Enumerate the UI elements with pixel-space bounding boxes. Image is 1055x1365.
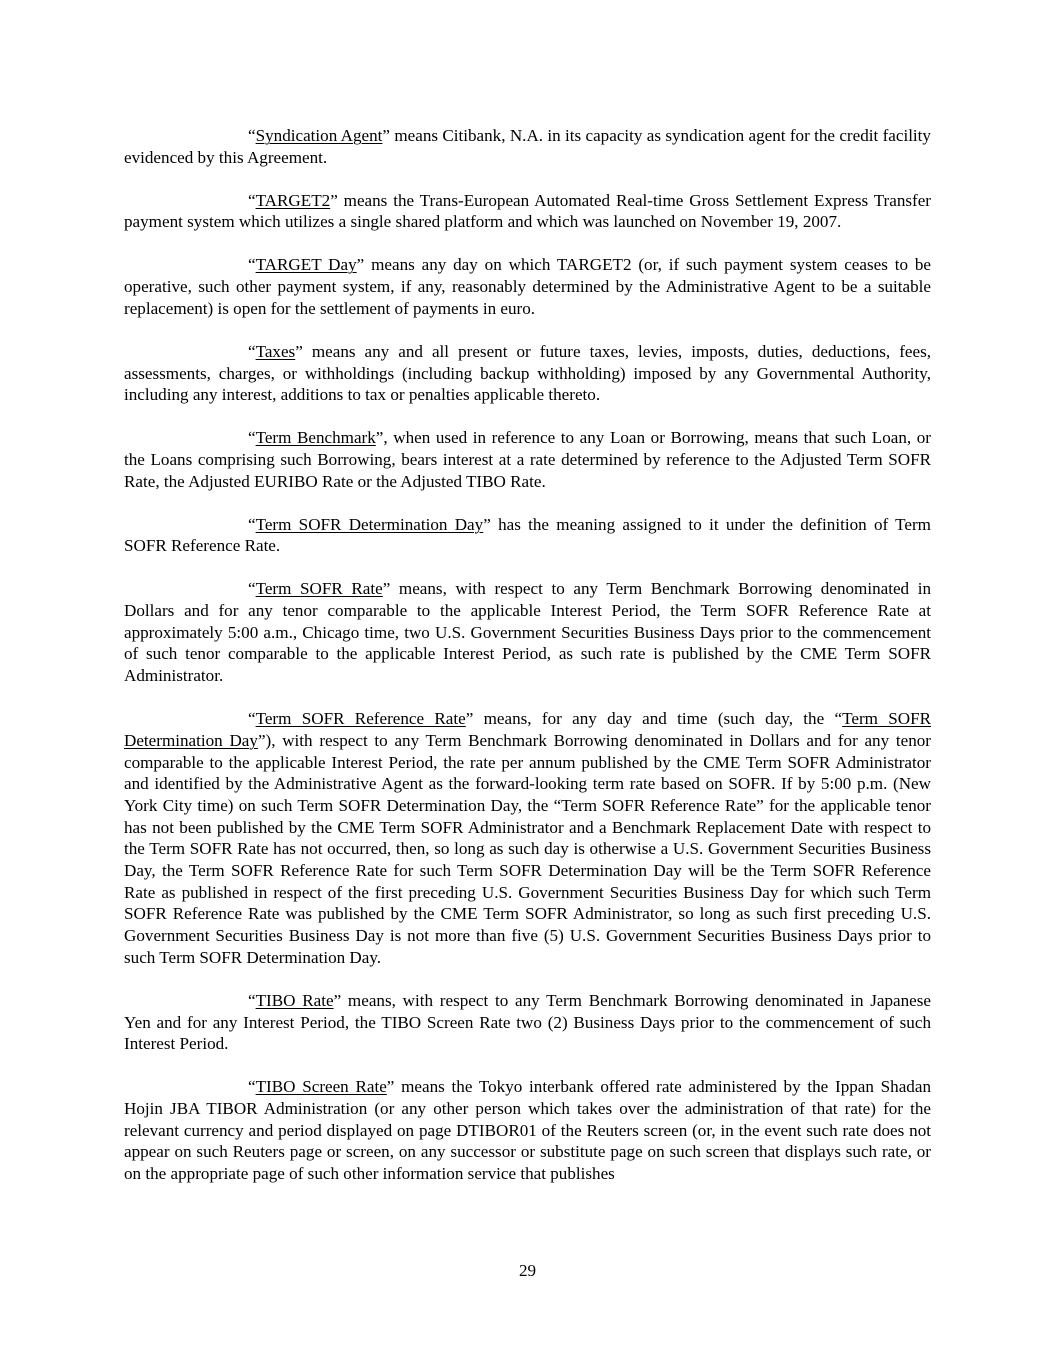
definition-text: , when used in reference to any Loan or Borrowing, means that such Loan, or the Loans comprising such Borrowing, bears interest at a rate determined by reference to the Adjusted Term SOFR Rate, the Adjusted EURIBO Rate or the Adjusted TIBO Rate. [124, 428, 931, 491]
definition-term-sofr-reference-rate: “Term SOFR Reference Rate” means, for any day and time (such day, the “Term SOFR Determination Day”), with respect to any Term Benchmark Borrowing denominated in Dollars and for any tenor comparable to the applicable Interest Period, the rate per annum published by the CME Term SOFR Administrator and identified by the Administrative Agent as the forward-looking term rate based on SOFR. If by 5:00 p.m. (New York City time) on such Term SOFR Determination Day, the “Term SOFR Reference Rate” for the applicable tenor has not been published by the CME Term SOFR Administrator and a Benchmark Replacement Date with respect to the Term SOFR Rate has not occurred, then, so long as such day is otherwise a U.S. Government Securities Business Day, the Term SOFR Reference Rate for such Term SOFR Determination Day will be the Term SOFR Reference Rate as published in respect of the first preceding U.S. Government Securities Business Day for which such Term SOFR Reference Rate was published by the CME Term SOFR Administrator, so long as such first preceding U.S. Government Securities Business Day is not more than five (5) U.S. Government Securities Business Days prior to such Term SOFR Determination Day. [124, 709, 932, 967]
inline-defined-term: Term SOFR Determination Day [124, 709, 932, 750]
defined-term: TARGET2 [255, 190, 331, 210]
definition-target2: “TARGET2” means the Trans-European Automated Real-time Gross Settlement Express Transfer payment system which utilizes a single shared platform and which was launched on November 19, 2007. [124, 190, 931, 232]
definition-text: means any and all present or future taxes, levies, imposts, duties, deductions, fees, assessments, charges, or withholdings (including backup withholding) imposed by any Governmental Authority, including any interest, additions to tax or penalties applicable thereto. [124, 341, 931, 405]
definition-text: means any day on which TARGET2 (or, if such payment system ceases to be operative, such other payment system, if any, reasonably determined by the Administrative Agent to be a suitable replacement) is open for the settlement of payments in euro. [124, 255, 931, 318]
definition-text: means, for any day and time (such day, the “ [473, 709, 843, 729]
definition-target-day: “TARGET Day” means any day on which TARGET2 (or, if such payment system ceases to be operative, such other payment system, if any, reasonably determined by the Administrative Agent to be a suitable replacement) is open for the settlement of payments in euro. [124, 255, 931, 318]
definition-text: has the meaning assigned to it under the definition of Term SOFR Reference Rate. [124, 514, 931, 556]
defined-term: Syndication Agent [255, 126, 383, 145]
definition-tibo-screen-rate: “TIBO Screen Rate” means the Tokyo interbank offered rate administered by the Ippan Shadan Hojin JBA TIBOR Administration (or any other person which takes over the administration of that rate) for the relevant currency and period displayed on page DTIBOR01 of the Reuters screen (or, in the event such rate does not appear on such Reuters page or screen, on any successor or substitute page on such screen that displays such rate, or on the appropriate page of such other information service that publishes [124, 1077, 931, 1184]
definition-text: means, with respect to any Term Benchmark Borrowing denominated in Japanese Yen and for any Interest Period, the TIBO Screen Rate two (2) Business Days prior to the commencement of such Interest Period. [124, 990, 931, 1054]
definition-taxes: “Taxes” means any and all present or future taxes, levies, imposts, duties, deductions, fees, assessments, charges, or withholdings (including backup withholding) imposed by any Governmental Authority, including any interest, additions to tax or penalties applicable thereto. [124, 341, 931, 405]
defined-term: Term SOFR Rate [255, 579, 383, 599]
defined-term: Term Benchmark [255, 428, 376, 448]
definition-text: means the Tokyo interbank offered rate administered by the Ippan Shadan Hojin JBA TIBOR Administration (or any other person which takes over the administration of that rate) for the relevant currency and period displayed on page DTIBOR01 of the Reuters screen (or, in the event such rate does not appear on such Reuters page or screen, on any successor or substitute page on such screen that displays such rate, or on the appropriate page of such other information service that publishes [124, 1077, 931, 1184]
defined-term: TIBO Screen Rate [255, 1077, 387, 1097]
defined-term: Term SOFR Determination Day [255, 514, 484, 534]
definition-text: means, with respect to any Term Benchmark Borrowing denominated in Dollars and for any tenor comparable to the applicable Interest Period, the Term SOFR Reference Rate at approximately 5:00 a.m., Chicago time, two U.S. Government Securities Business Days prior to the commencement of such tenor comparable to the applicable Interest Period, as such rate is published by the CME Term SOFR Administrator. [124, 579, 931, 686]
definition-term-benchmark: “Term Benchmark”, when used in reference to any Loan or Borrowing, means that such Loan, or the Loans comprising such Borrowing, bears interest at a rate determined by reference to the Adjusted Term SOFR Rate, the Adjusted EURIBO Rate or the Adjusted TIBO Rate. [124, 428, 931, 491]
definition-text: means the Trans-European Automated Real-time Gross Settlement Express Transfer payment system which utilizes a single shared platform and which was launched on November 19, 2007. [124, 190, 931, 232]
definition-term-sofr-rate: “Term SOFR Rate” means, with respect to any Term Benchmark Borrowing denominated in Dollars and for any tenor comparable to the applicable Interest Period, the Term SOFR Reference Rate at approximately 5:00 a.m., Chicago time, two U.S. Government Securities Business Days prior to the commencement of such tenor comparable to the applicable Interest Period, as such rate is published by the CME Term SOFR Administrator. [124, 579, 931, 686]
page-number: 29 [518, 1261, 537, 1280]
defined-term: TARGET Day [255, 255, 357, 275]
definition-text: ”), with respect to any Term Benchmark Borrowing denominated in Dollars and for any tenor comparable to the applicable Interest Period, the rate per annum published by the CME Term SOFR Administrator and identified by the Administrative Agent as the forward-looking term rate based on SOFR. If by 5:00 p.m. (New York City time) on such Term SOFR Determination Day, the “Term SOFR Reference Rate” for the applicable tenor has not been published by the CME Term SOFR Administrator and a Benchmark Replacement Date with respect to the Term SOFR Rate has not occurred, then, so long as such day is otherwise a U.S. Government Securities Business Day, the Term SOFR Reference Rate for such Term SOFR Determination Day will be the Term SOFR Reference Rate as published in respect of the first preceding U.S. Government Securities Business Day for which such Term SOFR Reference Rate was published by the CME Term SOFR Administrator, so long as such first preceding U.S. Government Securities Business Day is not more than five (5) U.S. Government Securities Business Days prior to such Term SOFR Determination Day. [124, 730, 931, 967]
definition-tibo-rate: “TIBO Rate” means, with respect to any Term Benchmark Borrowing denominated in Japanese Yen and for any Interest Period, the TIBO Screen Rate two (2) Business Days prior to the commencement of such Interest Period. [124, 990, 931, 1054]
definitions-list [124, 125, 931, 1206]
definition-syndication-agent: “Syndication Agent” means Citibank, N.A. in its capacity as syndication agent for the credit facility evidenced by this Agreement. [124, 126, 931, 167]
definition-text: means Citibank, N.A. in its capacity as syndication agent for the credit facility evidenced by this Agreement. [124, 126, 931, 167]
defined-term: TIBO Rate [255, 990, 334, 1010]
defined-term: Term SOFR Reference Rate [255, 709, 466, 729]
definition-term-sofr-determination-day: “Term SOFR Determination Day” has the meaning assigned to it under the definition of Term SOFR Reference Rate. [124, 514, 931, 556]
defined-term: Taxes [255, 341, 296, 361]
